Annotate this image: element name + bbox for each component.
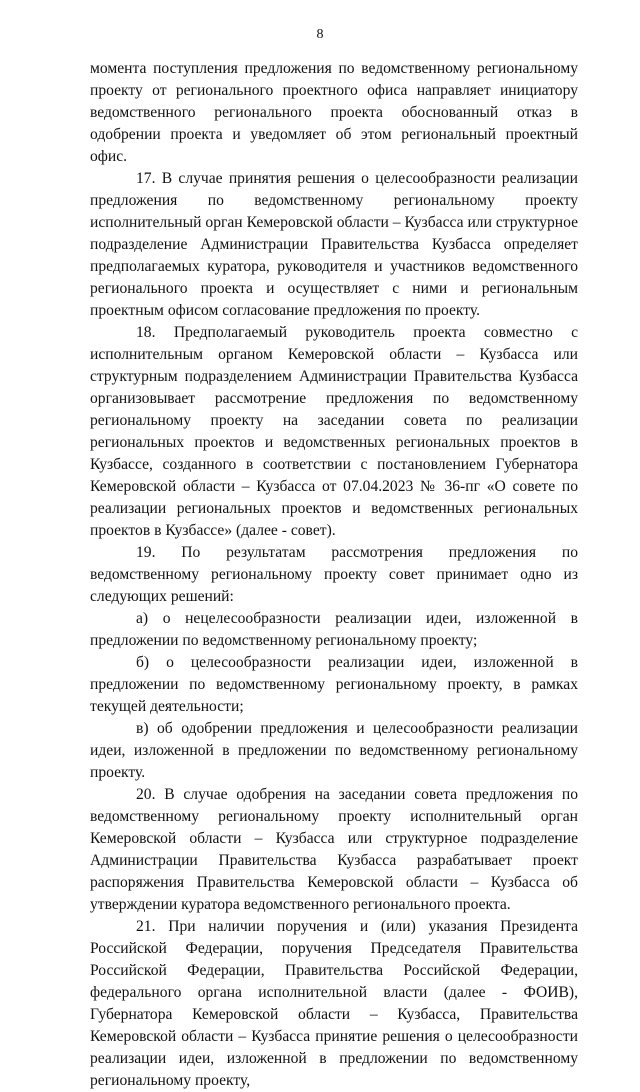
paragraph: 20. В случае одобрения на заседании совета предложения по ведомственному региональному проекту исполнительный орган Кемеровской области – Кузбасса или структурное подразделение Администрации Правительства Кузбасса разрабатывает проект распоряжения Правительства Кемеровской области – Кузбасса об утверждении куратора ведомственного регионального проекта. xyxy=(90,786,578,913)
paragraph: в) об одобрении предложения и целесообразности реализации идеи, изложенной в предложении по ведомственному региональному проекту. xyxy=(90,720,578,781)
paragraph: 19. По результатам рассмотрения предложения по ведомственному региональному проекту совет принимает одно из следующих решений: xyxy=(90,544,578,605)
paragraph: а) о нецелесообразности реализации идеи, изложенной в предложении по ведомственному региональному проекту; xyxy=(90,610,578,649)
paragraph: б) о целесообразности реализации идеи, изложенной в предложении по ведомственному региональному проекту, в рамках текущей деятельности; xyxy=(90,654,578,715)
paragraph: 21. При наличии поручения и (или) указания Президента Российской Федерации, поручения Председателя Правительства Российской Федерации, Правительства Российской Федерации, федерального органа исполнительной власти (далее - ФОИВ), Губернатора Кемеровской области – Кузбасса, Правительства Кемеровской области – Кузбасса принятие решения о целесообразности реализации идеи, изложенной в предложении по ведомственному региональному проекту, xyxy=(90,918,578,1089)
document-body xyxy=(90,58,578,1092)
page-number: 8 xyxy=(316,27,324,42)
paragraph: 17. В случае принятия решения о целесообразности реализации предложения по ведомственному региональному проекту исполнительный орган Кемеровской области – Кузбасса или структурное подразделение Администрации Правительства Кузбасса определяет предполагаемых куратора, руководителя и участников ведомственного регионального проекта и осуществляет с ними и региональным проектным офисом согласование предложения по проекту. xyxy=(90,170,578,319)
paragraph: момента поступления предложения по ведомственному региональному проекту от регионального проектного офиса направляет инициатору ведомственного регионального проекта обоснованный отказ в одобрении проекта и уведомляет об этом региональный проектный офис. xyxy=(90,60,578,165)
paragraph: 18. Предполагаемый руководитель проекта совместно с исполнительным органом Кемеровской области – Кузбасса или структурным подразделением Администрации Правительства Кузбасса организовывает рассмотрение предложения по ведомственному региональному проекту на заседании совета по реализации региональных проектов и ведомственных региональных проектов в Кузбассе, созданного в соответствии с постановлением Губернатора Кемеровской области – Кузбасса от 07.04.2023 № 36-пг «О совете по реализации региональных проектов и ведомственных региональных проектов в Кузбассе» (далее - совет). xyxy=(90,324,578,539)
